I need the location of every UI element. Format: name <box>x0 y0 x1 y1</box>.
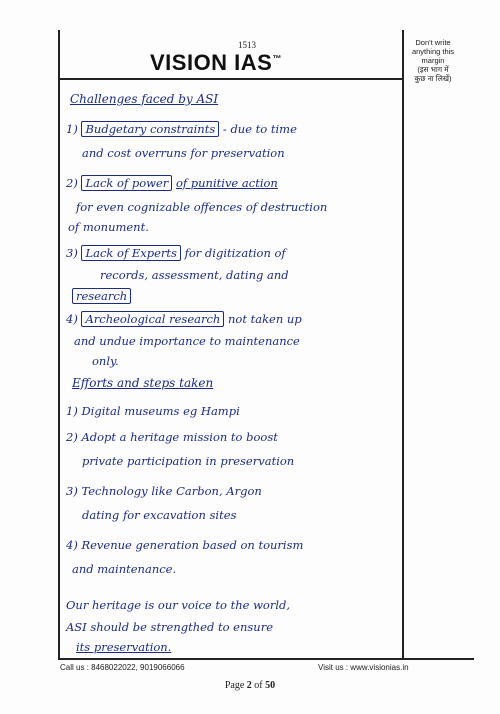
boxed-phrase: Budgetary constraints <box>81 121 219 137</box>
point-1: 1) Budgetary constraints - due to time <box>66 122 297 136</box>
brand-logo <box>150 50 282 76</box>
frame-line-left <box>58 30 60 660</box>
point-4-cont: only. <box>92 354 119 368</box>
point-2: 2) Lack of power of punitive action <box>66 176 278 190</box>
effort-4: 4) Revenue generation based on tourism <box>66 538 304 552</box>
margin-note-line: (इस भाग में <box>417 65 449 74</box>
point-3-cont: research <box>72 288 131 304</box>
point-3: 3) Lack of Experts for digitization of <box>66 246 286 260</box>
point-2-cont: for even cognizable offences of destruction <box>76 200 328 214</box>
point-1-cont: and cost overruns for preservation <box>82 146 285 160</box>
point-2-cont: of monument. <box>68 220 149 234</box>
effort-3: 3) Technology like Carbon, Argon <box>66 484 262 498</box>
efforts-heading: Efforts and steps taken <box>72 376 214 390</box>
margin-note-line: anything this <box>411 47 455 56</box>
effort-3-cont: dating for excavation sites <box>82 508 237 522</box>
boxed-phrase: Archeological research <box>81 311 224 327</box>
effort-4-cont: and maintenance. <box>72 562 177 576</box>
point-4: 4) Archeological research not taken up <box>66 312 302 326</box>
footer-website: Visit us : www.visionias.in <box>318 663 409 672</box>
margin-note-line: Don't write <box>415 38 451 47</box>
boxed-phrase: Lack of Experts <box>81 245 180 261</box>
page-number: Page 2 of 50 <box>224 680 276 691</box>
effort-2-cont: private participation in preservation <box>82 454 295 468</box>
footer-phone: Call us : 8468022022, 9019066066 <box>60 663 185 672</box>
effort-1: 1) Digital museums eg Hampi <box>66 404 240 418</box>
boxed-phrase: Lack of power <box>81 175 172 191</box>
conclusion-line: ASI should be strengthed to ensure <box>66 620 274 634</box>
trademark: ™ <box>272 53 282 64</box>
page-code: 1513 <box>238 40 256 50</box>
point-3-cont: records, assessment, dating and <box>100 268 289 282</box>
answer-heading: Challenges faced by ASI <box>70 92 219 106</box>
frame-line-right <box>402 30 404 660</box>
frame-line-top <box>58 78 403 80</box>
margin-note-line: margin <box>421 56 445 65</box>
brand-name: VISION IAS <box>150 50 273 75</box>
conclusion-line: Our heritage is our voice to the world, <box>66 598 291 612</box>
conclusion-line: its preservation. <box>76 640 172 654</box>
point-4-cont: and undue importance to maintenance <box>74 334 300 348</box>
frame-line-bottom <box>58 658 474 660</box>
margin-note <box>402 38 464 83</box>
effort-2: 2) Adopt a heritage mission to boost <box>66 430 278 444</box>
margin-note-line: कुछ ना लिखें) <box>414 74 452 83</box>
